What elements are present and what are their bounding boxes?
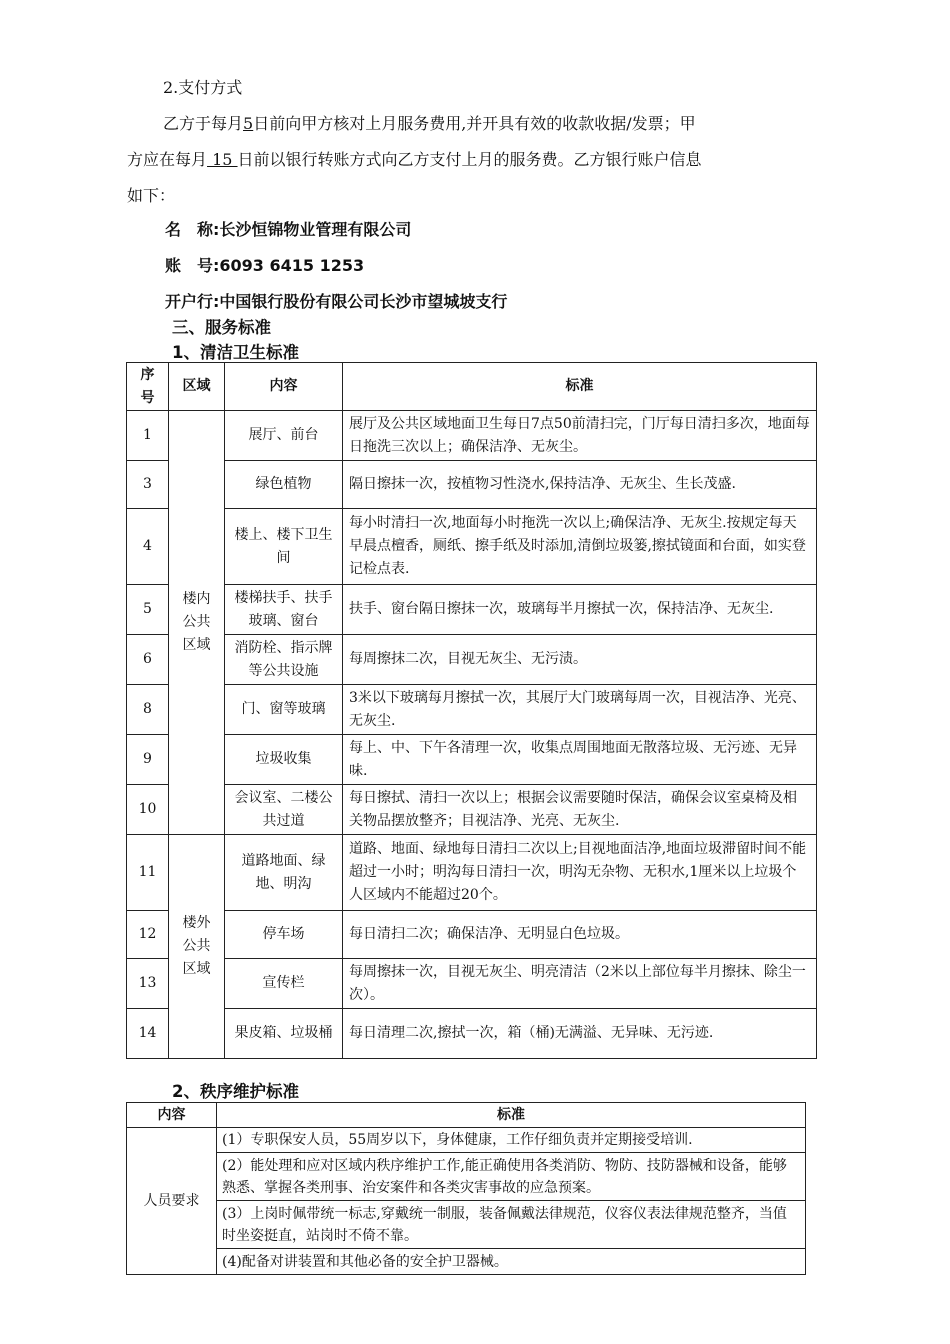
header-no: 序号 [127, 363, 169, 411]
row-content: 果皮箱、垃圾桶 [225, 1009, 343, 1059]
order-header-content: 内容 [127, 1103, 217, 1128]
order-header-row [127, 1103, 806, 1128]
row-standard: 扶手、窗台隔日擦抹一次，玻璃每半月擦拭一次，保持洁净、无灰尘. [343, 585, 817, 635]
row-no: 13 [127, 959, 169, 1009]
bank-branch-label: 开户行: [165, 292, 220, 311]
table-row [127, 735, 817, 785]
row-standard: 每小时清扫一次,地面每小时拖洗一次以上;确保洁净、无灰尘.按规定每天早晨点檀香，厕纸、擦手纸及时添加,清倒垃圾篓,擦拭镜面和台面，如实登记检点表. [343, 509, 817, 585]
bank-account-value: 6093 6415 1253 [219, 256, 365, 275]
row-no: 5 [127, 585, 169, 635]
cleaning-header-row [127, 363, 817, 411]
table-row [127, 411, 817, 461]
row-content: 楼上、楼下卫生间 [225, 509, 343, 585]
area-inside: 楼内公共区域 [169, 411, 225, 835]
row-standard: 每周擦抹一次，目视无灰尘、明亮清洁（2米以上部位每半月擦抹、除尘一次）。 [343, 959, 817, 1009]
payment-line-2 [127, 142, 827, 178]
payment-line-3: 如下： [127, 186, 176, 205]
payment-line1-text-a: 乙方于每月 [163, 114, 244, 133]
order-table [126, 1102, 806, 1275]
row-standard: 每上、中、下午各清理一次，收集点周围地面无散落垃圾、无污迹、无异味. [343, 735, 817, 785]
table-row [127, 1249, 806, 1275]
row-no: 10 [127, 785, 169, 835]
row-standard: 每日清理二次,擦拭一次，箱（桶)无满溢、无异味、无污迹. [343, 1009, 817, 1059]
row-no: 1 [127, 411, 169, 461]
order-standard: (1）专职保安人员，55周岁以下，身体健康，工作仔细负责并定期接受培训. [217, 1128, 806, 1153]
bank-name-line [165, 212, 855, 248]
table-row [127, 785, 817, 835]
payment-day-2: 15 [207, 150, 238, 169]
row-no: 3 [127, 461, 169, 509]
row-content: 门、窗等玻璃 [225, 685, 343, 735]
bank-account-label: 账 号: [165, 256, 220, 275]
bank-name-label: 名 称: [165, 220, 220, 239]
order-standard: (4)配备对讲装置和其他必备的安全护卫器械。 [217, 1249, 806, 1275]
header-content: 内容 [225, 363, 343, 411]
table-row [127, 1153, 806, 1201]
order-group-personnel: 人员要求 [127, 1128, 217, 1275]
row-content: 会议室、二楼公共过道 [225, 785, 343, 835]
row-standard: 3米以下玻璃每月擦拭一次，其展厅大门玻璃每周一次，目视洁净、光亮、无灰尘. [343, 685, 817, 735]
row-no: 14 [127, 1009, 169, 1059]
table-row [127, 911, 817, 959]
row-no: 8 [127, 685, 169, 735]
row-standard: 每日擦拭、清扫一次以上；根据会议需要随时保洁，确保会议室桌椅及相关物品摆放整齐；目视洁净、光亮、无灰尘. [343, 785, 817, 835]
bank-name-value: 长沙恒锦物业管理有限公司 [219, 220, 412, 239]
row-content: 消防栓、指示牌等公共设施 [225, 635, 343, 685]
payment-heading: 2.支付方式 [163, 78, 243, 97]
row-content: 道路地面、绿地、明沟 [225, 835, 343, 911]
payment-line1-text-b: 日前向甲方核对上月服务费用,并开具有效的收款收据/发票；甲 [253, 114, 696, 133]
row-content: 楼梯扶手、扶手玻璃、窗台 [225, 585, 343, 635]
header-area: 区域 [169, 363, 225, 411]
row-standard: 道路、地面、绿地每日清扫二次以上;目视地面洁净,地面垃圾滞留时间不能超过一小时；明沟每日清扫一次，明沟无杂物、无积水,1厘米以上垃圾个人区域内不能超过20个。 [343, 835, 817, 911]
row-content: 展厅、前台 [225, 411, 343, 461]
row-content: 绿色植物 [225, 461, 343, 509]
row-standard: 展厅及公共区域地面卫生每日7点50前清扫完，门厅每日清扫多次，地面每日拖洗三次以上；确保洁净、无灰尘。 [343, 411, 817, 461]
table-row [127, 1128, 806, 1153]
section-title-service-standards: 三、服务标准 [172, 318, 271, 337]
header-standard: 标准 [343, 363, 817, 411]
table-row [127, 461, 817, 509]
row-no: 12 [127, 911, 169, 959]
row-no: 4 [127, 509, 169, 585]
payment-line2-text-b: 日前以银行转账方式向乙方支付上月的服务费。乙方银行账户信息 [237, 150, 702, 169]
table-row [127, 509, 817, 585]
row-content: 垃圾收集 [225, 735, 343, 785]
table-row [127, 835, 817, 911]
cleaning-table [126, 362, 817, 1059]
row-standard: 每日清扫二次；确保洁净、无明显白色垃圾。 [343, 911, 817, 959]
row-no: 9 [127, 735, 169, 785]
bank-account-line [165, 248, 855, 284]
row-no: 11 [127, 835, 169, 911]
area-outside: 楼外公共区域 [169, 835, 225, 1059]
table-row [127, 1009, 817, 1059]
order-title: 2、秩序维护标准 [172, 1082, 299, 1101]
payment-line2-text-a: 方应在每月 [127, 150, 208, 169]
table-row [127, 585, 817, 635]
bank-branch-value: 中国银行股份有限公司长沙市望城坡支行 [219, 292, 508, 311]
row-standard: 隔日擦抹一次，按植物习性浇水,保持洁净、无灰尘、生长茂盛. [343, 461, 817, 509]
row-content: 宣传栏 [225, 959, 343, 1009]
order-standard: (2）能处理和应对区域内秩序维护工作,能正确使用各类消防、物防、技防器械和设备，能够熟悉、掌握各类刑事、治安案件和各类灾害事故的应急预案。 [217, 1153, 806, 1201]
order-standard: (3）上岗时佩带统一标志,穿戴统一制服，装备佩戴法律规范，仪容仪表法律规范整齐，当值时坐姿挺直，站岗时不倚不靠。 [217, 1201, 806, 1249]
table-row [127, 685, 817, 735]
table-row [127, 1201, 806, 1249]
order-header-standard: 标准 [217, 1103, 806, 1128]
row-no: 6 [127, 635, 169, 685]
payment-day-1: 5 [243, 114, 254, 133]
row-standard: 每周擦抹二次，目视无灰尘、无污渍。 [343, 635, 817, 685]
payment-line-1 [163, 106, 823, 142]
table-row [127, 635, 817, 685]
row-content: 停车场 [225, 911, 343, 959]
cleaning-title: 1、清洁卫生标准 [172, 343, 299, 362]
table-row [127, 959, 817, 1009]
